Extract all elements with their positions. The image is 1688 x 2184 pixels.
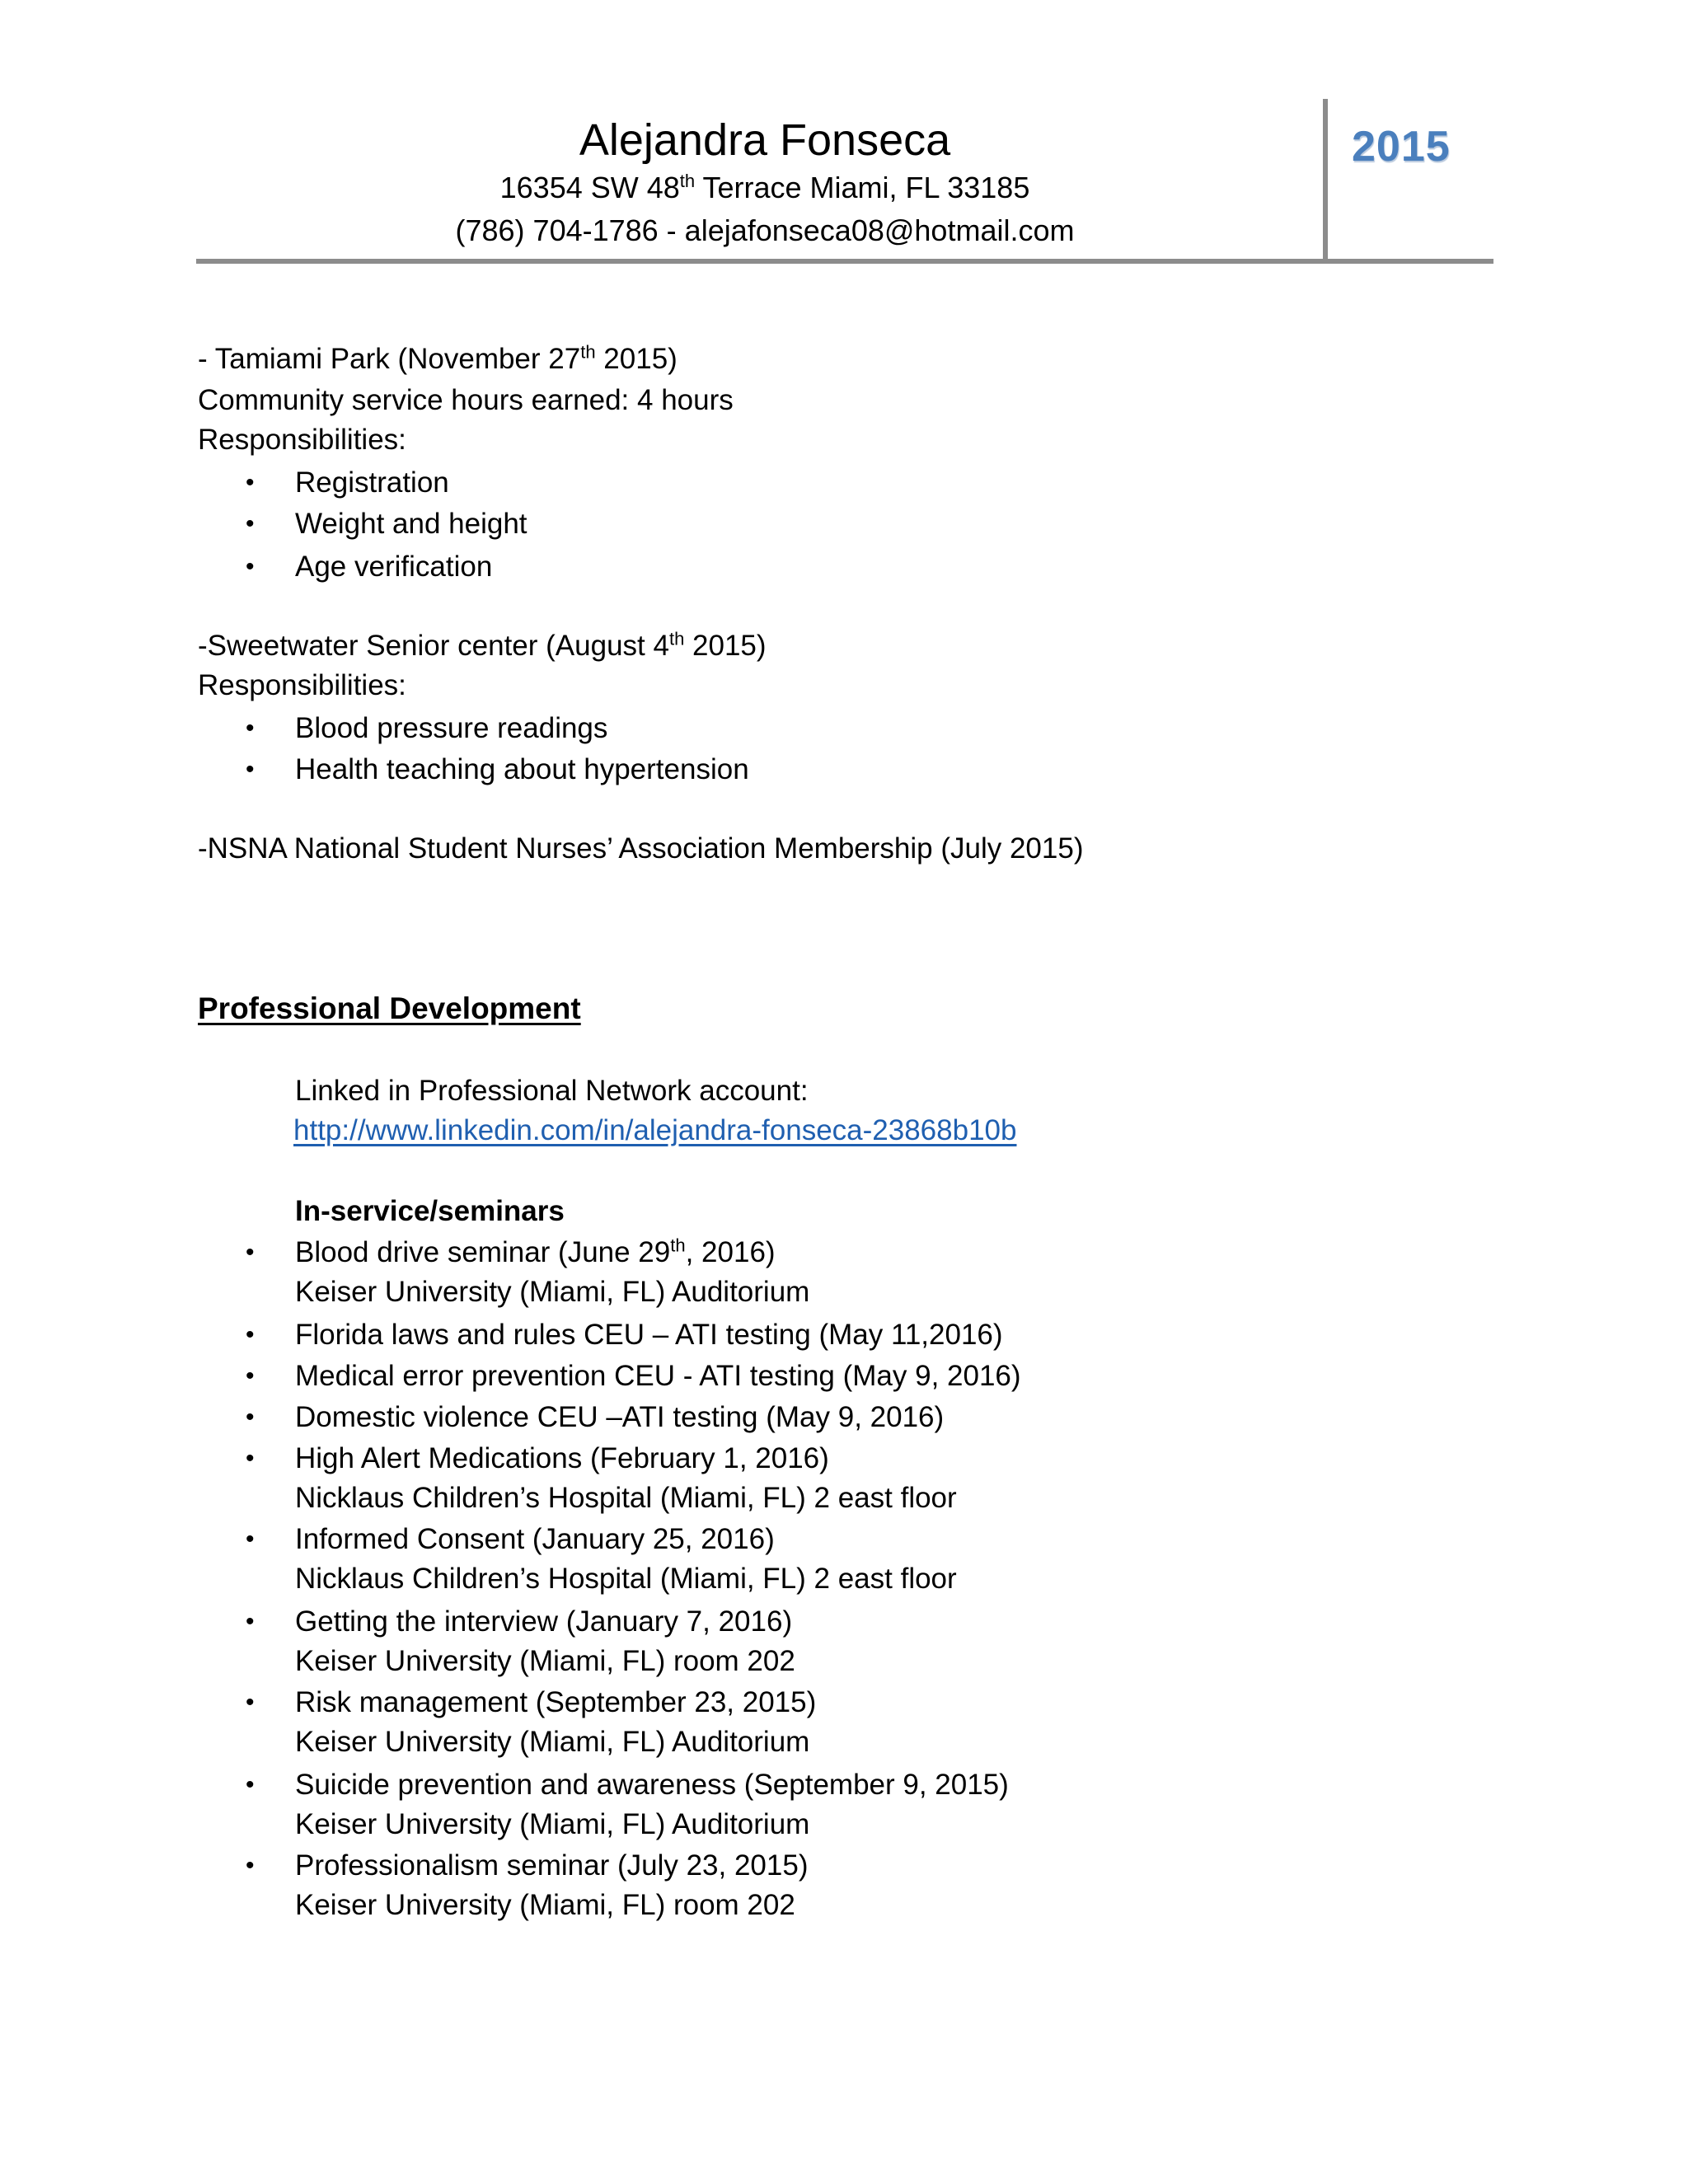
seminar-item: Medical error prevention CEU - ATI testing (May 9, 2016) xyxy=(295,1360,1021,1392)
bullet-icon: • xyxy=(246,1239,255,1266)
header-year: 2015 xyxy=(1352,123,1451,171)
linkedin-label: Linked in Professional Network account: xyxy=(295,1075,809,1107)
seminar-item: Getting the interview (January 7, 2016) xyxy=(295,1605,793,1638)
seminar-item: Risk management (September 23, 2015) xyxy=(295,1686,817,1718)
seminar-location: Keiser University (Miami, FL) Auditorium xyxy=(295,1726,810,1758)
seminar-item: Florida laws and rules CEU – ATI testing (May 11,2016) xyxy=(295,1319,1003,1351)
seminars-heading: In-service/seminars xyxy=(295,1195,565,1227)
bullet-icon: • xyxy=(246,469,255,496)
sweetwater-title: -Sweetwater Senior center (August 4th 2015) xyxy=(198,628,767,662)
list-item: Blood pressure readings xyxy=(295,712,608,744)
bullet-icon: • xyxy=(246,1608,255,1635)
nsna-membership: -NSNA National Student Nurses’ Association Membership (July 2015) xyxy=(198,832,1084,865)
tamiami-responsibilities-label: Responsibilities: xyxy=(198,424,406,456)
bullet-icon: • xyxy=(246,715,255,742)
bullet-icon: • xyxy=(246,1771,255,1798)
bullet-icon: • xyxy=(246,553,255,580)
list-item: Health teaching about hypertension xyxy=(295,753,749,785)
bullet-icon: • xyxy=(246,1321,255,1348)
tamiami-hours: Community service hours earned: 4 hours xyxy=(198,384,734,416)
seminar-location: Nicklaus Children’s Hospital (Miami, FL) 2 east floor xyxy=(295,1563,957,1595)
sweetwater-responsibilities-label: Responsibilities: xyxy=(198,669,406,701)
bullet-icon: • xyxy=(246,1852,255,1879)
bullet-icon: • xyxy=(246,1445,255,1472)
tamiami-title: - Tamiami Park (November 27th 2015) xyxy=(198,341,678,375)
linkedin-link[interactable]: http://www.linkedin.com/in/alejandra-fonseca-23868b10b xyxy=(293,1114,1017,1146)
seminar-item: Blood drive seminar (June 29th, 2016) xyxy=(295,1235,776,1268)
seminar-location: Keiser University (Miami, FL) Auditorium xyxy=(295,1808,810,1840)
list-item: Weight and height xyxy=(295,508,528,540)
seminar-location: Keiser University (Miami, FL) Auditorium xyxy=(295,1276,810,1308)
bullet-icon: • xyxy=(246,1362,255,1390)
resume-address: 16354 SW 48th Terrace Miami, FL 33185 xyxy=(499,171,1030,204)
list-item: Age verification xyxy=(295,551,493,583)
seminar-location: Keiser University (Miami, FL) room 202 xyxy=(295,1645,795,1677)
bullet-icon: • xyxy=(246,1689,255,1716)
seminar-item: Domestic violence CEU –ATI testing (May 9, 2016) xyxy=(295,1401,945,1433)
bullet-icon: • xyxy=(246,1526,255,1553)
seminar-location: Keiser University (Miami, FL) room 202 xyxy=(295,1889,795,1921)
header-vertical-rule xyxy=(1323,99,1328,264)
bullet-icon: • xyxy=(246,756,255,783)
resume-contact: (786) 704-1786 - alejafonseca08@hotmail.com xyxy=(455,213,1075,247)
seminar-item: Suicide prevention and awareness (September 9, 2015) xyxy=(295,1769,1009,1801)
bullet-icon: • xyxy=(246,1404,255,1431)
list-item: Registration xyxy=(295,466,449,499)
seminar-item: Informed Consent (January 25, 2016) xyxy=(295,1523,775,1555)
bullet-icon: • xyxy=(246,510,255,537)
header-horizontal-rule xyxy=(196,259,1493,264)
section-heading-professional-development: Professional Development xyxy=(198,991,581,1025)
seminar-item: Professionalism seminar (July 23, 2015) xyxy=(295,1849,809,1882)
seminar-location: Nicklaus Children’s Hospital (Miami, FL) 2 east floor xyxy=(295,1482,957,1514)
seminar-item: High Alert Medications (February 1, 2016) xyxy=(295,1442,829,1474)
resume-name: Alejandra Fonseca xyxy=(579,115,951,165)
